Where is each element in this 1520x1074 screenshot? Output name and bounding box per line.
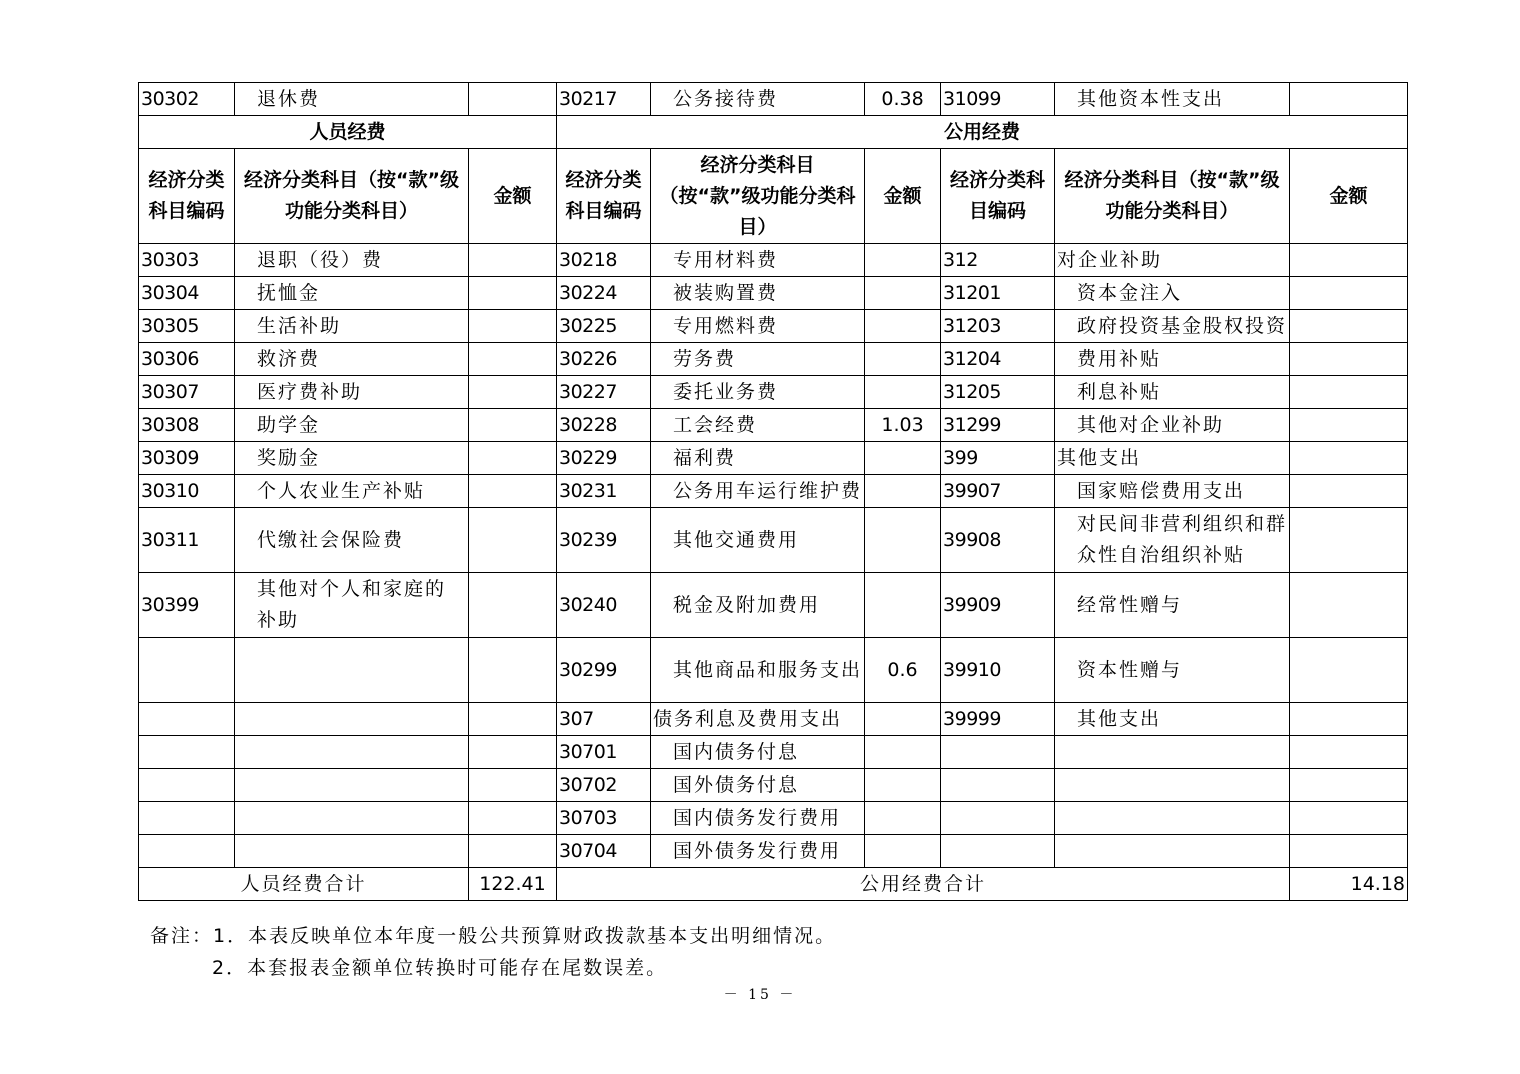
note-1: 备注：1．本表反映单位本年度一般公共预算财政拨款基本支出明细情况。 — [150, 925, 837, 947]
goods-name: 被装购置费 — [651, 277, 865, 310]
personnel-code — [139, 638, 235, 703]
goods-code: 307 — [557, 703, 651, 736]
goods-amount — [865, 343, 941, 376]
personnel-name — [235, 736, 469, 769]
capital-name: 资本金注入 — [1055, 277, 1290, 310]
capital-amount — [1290, 736, 1408, 769]
table-row — [139, 376, 1408, 409]
capital-code: 39909 — [941, 573, 1055, 638]
table-row — [139, 343, 1408, 376]
goods-amount — [865, 277, 941, 310]
personnel-amount — [469, 343, 557, 376]
public-total-value: 14.18 — [1290, 868, 1408, 901]
goods-amount — [865, 244, 941, 277]
table-row — [139, 277, 1408, 310]
capital-name: 其他对企业补助 — [1055, 409, 1290, 442]
table-row — [139, 508, 1408, 573]
capital-name: 对企业补助 — [1055, 244, 1290, 277]
goods-amount — [865, 802, 941, 835]
header-capital-amount: 金额 — [1290, 149, 1408, 244]
personnel-amount — [469, 442, 557, 475]
public-total-label: 公用经费合计 — [557, 868, 1290, 901]
capital-code: 39907 — [941, 475, 1055, 508]
goods-name: 委托业务费 — [651, 376, 865, 409]
goods-code: 30702 — [557, 769, 651, 802]
table-row — [139, 703, 1408, 736]
goods-name: 公务用车运行维护费 — [651, 475, 865, 508]
header-personnel-name: 经济分类科目（按“款”级功能分类科目） — [235, 149, 469, 244]
table-row — [139, 638, 1408, 703]
header-goods-code: 经济分类科目编码 — [557, 149, 651, 244]
personnel-name: 个人农业生产补贴 — [235, 475, 469, 508]
capital-code — [941, 835, 1055, 868]
capital-name: 其他支出 — [1055, 703, 1290, 736]
goods-amount — [865, 310, 941, 343]
capital-amount — [1290, 802, 1408, 835]
personnel-name — [235, 703, 469, 736]
personnel-name: 其他对个人和家庭的补助 — [235, 573, 469, 638]
personnel-amount — [469, 835, 557, 868]
goods-code: 30226 — [557, 343, 651, 376]
table-row-first — [139, 83, 1408, 116]
goods-amount — [865, 508, 941, 573]
header-goods-name: 经济分类科目（按“款”级功能分类科目） — [651, 149, 865, 244]
goods-name: 专用燃料费 — [651, 310, 865, 343]
personnel-amount — [469, 703, 557, 736]
personnel-name: 退休费 — [235, 83, 469, 116]
capital-name — [1055, 736, 1290, 769]
capital-amount — [1290, 835, 1408, 868]
personnel-code: 30307 — [139, 376, 235, 409]
goods-code: 30224 — [557, 277, 651, 310]
personnel-amount — [469, 769, 557, 802]
capital-amount — [1290, 769, 1408, 802]
personnel-amount — [469, 802, 557, 835]
goods-amount — [865, 475, 941, 508]
personnel-amount — [469, 475, 557, 508]
table-row — [139, 769, 1408, 802]
capital-name: 国家赔偿费用支出 — [1055, 475, 1290, 508]
personnel-code — [139, 802, 235, 835]
capital-name: 其他支出 — [1055, 442, 1290, 475]
goods-code: 30218 — [557, 244, 651, 277]
capital-name — [1055, 835, 1290, 868]
capital-name: 经常性赠与 — [1055, 573, 1290, 638]
goods-name: 国内债务付息 — [651, 736, 865, 769]
capital-name — [1055, 802, 1290, 835]
table-row — [139, 475, 1408, 508]
goods-name: 国外债务发行费用 — [651, 835, 865, 868]
capital-amount — [1290, 310, 1408, 343]
personnel-code — [139, 835, 235, 868]
personnel-amount — [469, 277, 557, 310]
capital-amount — [1290, 703, 1408, 736]
note-2: 2．本套报表金额单位转换时可能存在尾数误差。 — [212, 957, 668, 979]
table-row — [139, 573, 1408, 638]
capital-amount — [1290, 638, 1408, 703]
personnel-amount — [469, 83, 557, 116]
page-number: － 15 － — [723, 987, 797, 1003]
personnel-amount — [469, 376, 557, 409]
goods-amount — [865, 835, 941, 868]
capital-amount — [1290, 409, 1408, 442]
personnel-name: 退职（役）费 — [235, 244, 469, 277]
table-row — [139, 736, 1408, 769]
personnel-code: 30303 — [139, 244, 235, 277]
notes — [150, 920, 836, 984]
goods-name: 税金及附加费用 — [651, 573, 865, 638]
section-personnel: 人员经费 — [139, 116, 557, 149]
personnel-name — [235, 769, 469, 802]
capital-amount — [1290, 475, 1408, 508]
capital-amount — [1290, 508, 1408, 573]
table-row — [139, 835, 1408, 868]
capital-amount — [1290, 277, 1408, 310]
header-capital-code: 经济分类科目编码 — [941, 149, 1055, 244]
personnel-code: 30399 — [139, 573, 235, 638]
goods-amount — [865, 442, 941, 475]
personnel-code — [139, 769, 235, 802]
capital-code: 31205 — [941, 376, 1055, 409]
capital-name: 对民间非营利组织和群众性自治组织补贴 — [1055, 508, 1290, 573]
goods-code: 30231 — [557, 475, 651, 508]
personnel-code: 30306 — [139, 343, 235, 376]
table-row — [139, 442, 1408, 475]
goods-name: 工会经费 — [651, 409, 865, 442]
capital-code: 31099 — [941, 83, 1055, 116]
goods-name: 国外债务付息 — [651, 769, 865, 802]
capital-amount — [1290, 343, 1408, 376]
expenditure-table — [138, 82, 1408, 901]
personnel-name: 代缴社会保险费 — [235, 508, 469, 573]
personnel-code — [139, 703, 235, 736]
personnel-code: 30302 — [139, 83, 235, 116]
capital-code — [941, 736, 1055, 769]
header-personnel-code: 经济分类科目编码 — [139, 149, 235, 244]
goods-amount — [865, 736, 941, 769]
goods-name: 国内债务发行费用 — [651, 802, 865, 835]
personnel-code — [139, 736, 235, 769]
personnel-amount — [469, 736, 557, 769]
personnel-code: 30311 — [139, 508, 235, 573]
personnel-code: 30309 — [139, 442, 235, 475]
goods-code: 30229 — [557, 442, 651, 475]
table-row — [139, 244, 1408, 277]
personnel-name: 奖励金 — [235, 442, 469, 475]
capital-name: 政府投资基金股权投资 — [1055, 310, 1290, 343]
capital-code — [941, 769, 1055, 802]
capital-name: 费用补贴 — [1055, 343, 1290, 376]
personnel-amount — [469, 573, 557, 638]
section-header-row — [139, 116, 1408, 149]
header-goods-amount: 金额 — [865, 149, 941, 244]
personnel-code: 30304 — [139, 277, 235, 310]
goods-name: 其他商品和服务支出 — [651, 638, 865, 703]
goods-amount: 1.03 — [865, 409, 941, 442]
personnel-code: 30308 — [139, 409, 235, 442]
personnel-name: 生活补助 — [235, 310, 469, 343]
capital-amount — [1290, 83, 1408, 116]
goods-name: 专用材料费 — [651, 244, 865, 277]
personnel-amount — [469, 244, 557, 277]
goods-amount — [865, 769, 941, 802]
goods-amount — [865, 703, 941, 736]
personnel-name: 助学金 — [235, 409, 469, 442]
capital-code: 39910 — [941, 638, 1055, 703]
goods-amount — [865, 376, 941, 409]
capital-amount — [1290, 244, 1408, 277]
capital-amount — [1290, 442, 1408, 475]
capital-code: 399 — [941, 442, 1055, 475]
capital-code — [941, 802, 1055, 835]
personnel-name: 医疗费补助 — [235, 376, 469, 409]
goods-name: 债务利息及费用支出 — [651, 703, 865, 736]
goods-code: 30240 — [557, 573, 651, 638]
goods-amount: 0.6 — [865, 638, 941, 703]
goods-name: 公务接待费 — [651, 83, 865, 116]
personnel-amount — [469, 508, 557, 573]
capital-code: 31299 — [941, 409, 1055, 442]
column-header-row — [139, 149, 1408, 244]
capital-code: 39908 — [941, 508, 1055, 573]
capital-code: 39999 — [941, 703, 1055, 736]
goods-code: 30228 — [557, 409, 651, 442]
table-row — [139, 409, 1408, 442]
personnel-total-value: 122.41 — [469, 868, 557, 901]
goods-code: 30217 — [557, 83, 651, 116]
header-capital-name: 经济分类科目（按“款”级功能分类科目） — [1055, 149, 1290, 244]
personnel-amount — [469, 409, 557, 442]
goods-name: 其他交通费用 — [651, 508, 865, 573]
goods-amount: 0.38 — [865, 83, 941, 116]
personnel-name: 抚恤金 — [235, 277, 469, 310]
capital-code: 31203 — [941, 310, 1055, 343]
capital-name: 其他资本性支出 — [1055, 83, 1290, 116]
personnel-name — [235, 638, 469, 703]
totals-row — [139, 868, 1408, 901]
goods-code: 30239 — [557, 508, 651, 573]
goods-code: 30701 — [557, 736, 651, 769]
capital-code: 312 — [941, 244, 1055, 277]
goods-code: 30703 — [557, 802, 651, 835]
table-row — [139, 310, 1408, 343]
goods-code: 30299 — [557, 638, 651, 703]
goods-code: 30225 — [557, 310, 651, 343]
capital-amount — [1290, 376, 1408, 409]
capital-amount — [1290, 573, 1408, 638]
personnel-total-label: 人员经费合计 — [139, 868, 469, 901]
goods-name: 劳务费 — [651, 343, 865, 376]
personnel-amount — [469, 310, 557, 343]
personnel-amount — [469, 638, 557, 703]
capital-code: 31204 — [941, 343, 1055, 376]
goods-code: 30704 — [557, 835, 651, 868]
personnel-name: 救济费 — [235, 343, 469, 376]
section-public: 公用经费 — [557, 116, 1408, 149]
goods-name: 福利费 — [651, 442, 865, 475]
header-personnel-amount: 金额 — [469, 149, 557, 244]
capital-name: 资本性赠与 — [1055, 638, 1290, 703]
capital-code: 31201 — [941, 277, 1055, 310]
personnel-code: 30305 — [139, 310, 235, 343]
goods-code: 30227 — [557, 376, 651, 409]
personnel-name — [235, 835, 469, 868]
personnel-name — [235, 802, 469, 835]
capital-name: 利息补贴 — [1055, 376, 1290, 409]
goods-amount — [865, 573, 941, 638]
table-row — [139, 802, 1408, 835]
personnel-code: 30310 — [139, 475, 235, 508]
capital-name — [1055, 769, 1290, 802]
